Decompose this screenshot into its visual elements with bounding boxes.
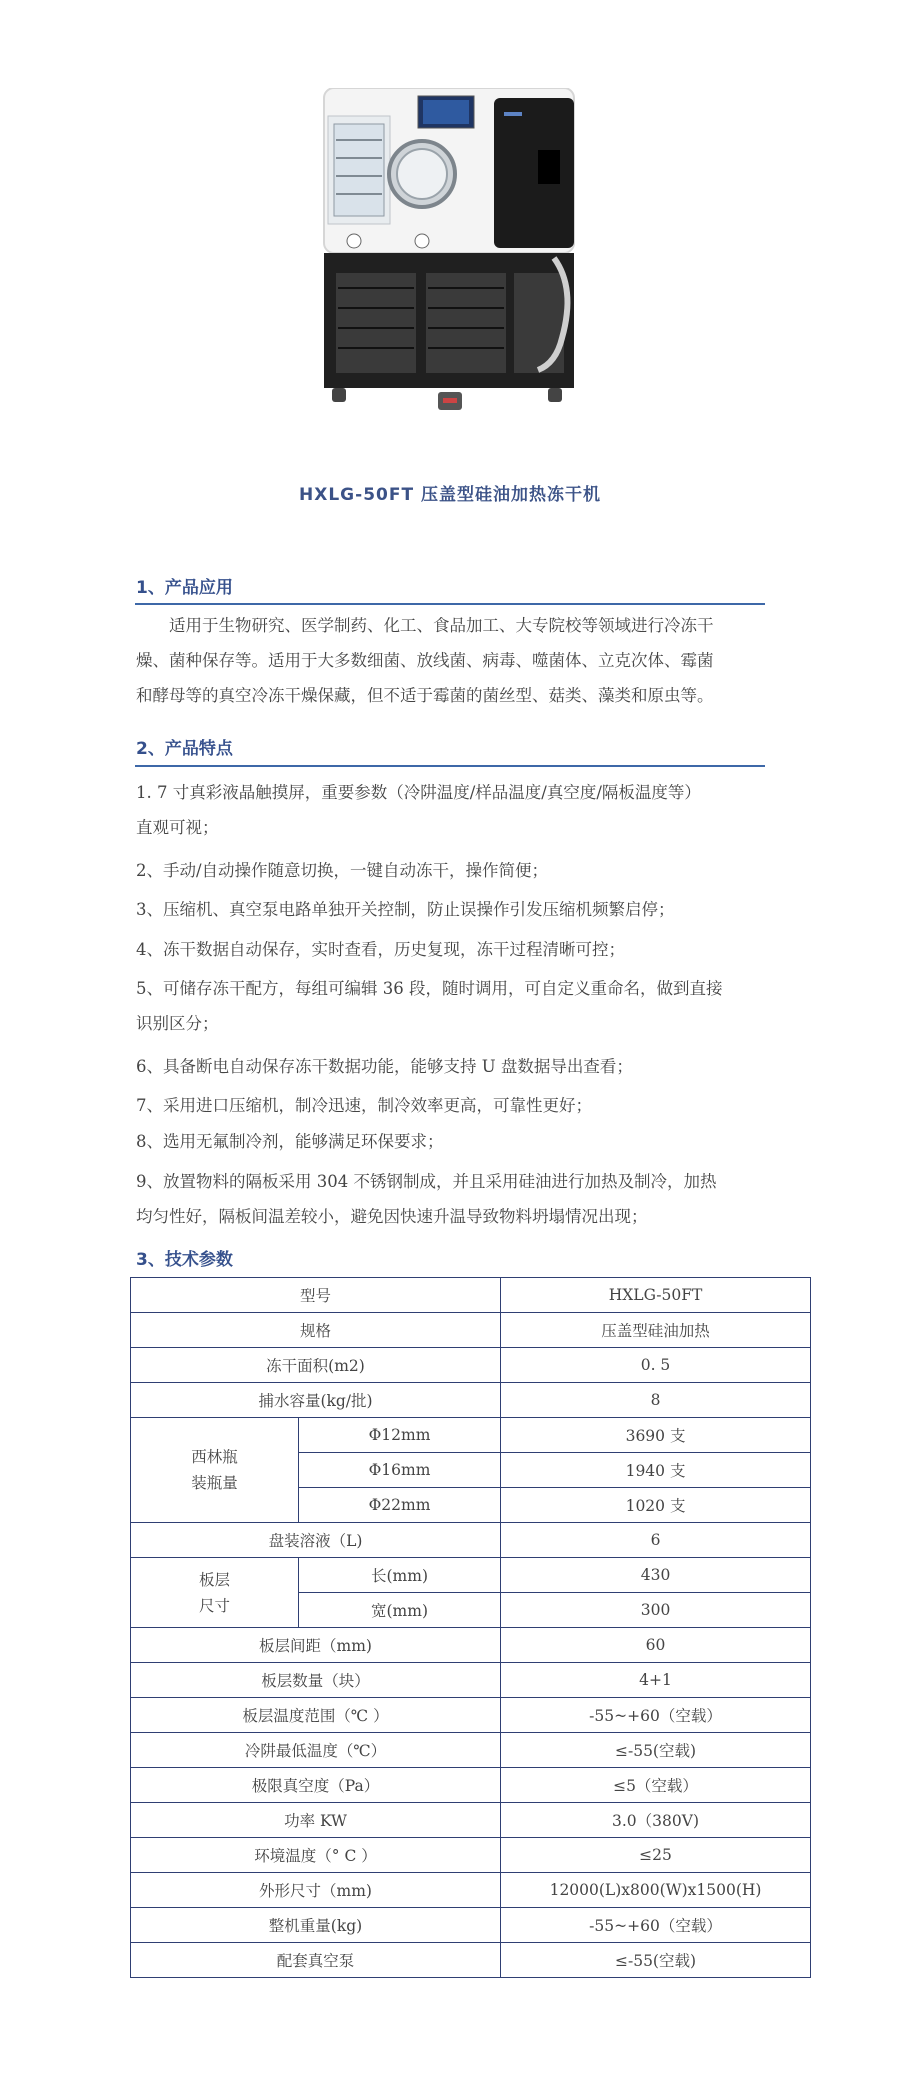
spec-value: ≤25: [501, 1838, 811, 1873]
table-row: [131, 1873, 811, 1908]
table-row: [131, 1348, 811, 1383]
vial-group-label: 西林瓶 装瓶量: [131, 1418, 299, 1523]
spec-sublabel: Φ22mm: [299, 1488, 501, 1523]
spec-value: 4+1: [501, 1663, 811, 1698]
feature-line: 识别区分；: [136, 1014, 219, 1033]
section-heading-features: 2、产品特点: [136, 739, 233, 759]
spec-sublabel: 长(mm): [299, 1558, 501, 1593]
application-line: 燥、菌种保存等。适用于大多数细菌、放线菌、病毒、噬菌体、立克次体、霉菌: [136, 651, 714, 670]
spec-value: 3690 支: [501, 1418, 811, 1453]
spec-value: 压盖型硅油加热: [501, 1313, 811, 1348]
section-divider: [135, 765, 765, 767]
spec-label: 冻干面积(m2): [131, 1348, 501, 1383]
table-row: [131, 1733, 811, 1768]
table-row: [131, 1383, 811, 1418]
spec-label: 配套真空泵: [131, 1943, 501, 1978]
table-row: [131, 1418, 811, 1453]
feature-line: 8、选用无氟制冷剂，能够满足环保要求；: [136, 1132, 444, 1151]
spec-value: ≤-55(空载): [501, 1943, 811, 1978]
spec-label: 功率 KW: [131, 1803, 501, 1838]
table-row: [131, 1698, 811, 1733]
feature-line: 7、采用进口压缩机，制冷迅速，制冷效率更高，可靠性更好；: [136, 1096, 592, 1115]
spec-value: 6: [501, 1523, 811, 1558]
spec-label: 捕水容量(kg/批): [131, 1383, 501, 1418]
table-row: [131, 1558, 811, 1593]
feature-line: 4、冻干数据自动保存，实时查看，历史复现，冻干过程清晰可控；: [136, 940, 625, 959]
section-heading-specs: 3、技术参数: [136, 1250, 233, 1270]
table-row: [131, 1523, 811, 1558]
table-row: [131, 1838, 811, 1873]
spec-value: HXLG-50FT: [501, 1278, 811, 1313]
product-caption: HXLG-50FT 压盖型硅油加热冻干机: [299, 485, 601, 505]
spec-value: 3.0（380V): [501, 1803, 811, 1838]
table-row: [131, 1803, 811, 1838]
table-row: [131, 1278, 811, 1313]
feature-line: 6、具备断电自动保存冻干数据功能，能够支持 U 盘数据导出查看；: [136, 1057, 633, 1076]
application-paragraph: [136, 608, 766, 713]
spec-sublabel: Φ12mm: [299, 1418, 501, 1453]
table-row: [131, 1663, 811, 1698]
spec-label: 外形尺寸（mm): [131, 1873, 501, 1908]
table-row: [131, 1908, 811, 1943]
spec-value: -55~+60（空载）: [501, 1908, 811, 1943]
spec-label: 型号: [131, 1278, 501, 1313]
feature-line: 直观可视；: [136, 818, 219, 837]
feature-line: 均匀性好，隔板间温差较小，避免因快速升温导致物料坍塌情况出现；: [136, 1207, 648, 1226]
table-row: [131, 1313, 811, 1348]
spec-value: 12000(L)x800(W)x1500(H): [501, 1873, 811, 1908]
spec-sublabel: Φ16mm: [299, 1453, 501, 1488]
spec-label: 盘装溶液（L): [131, 1523, 501, 1558]
feature-line: 2、手动/自动操作随意切换，一键自动冻干，操作简便；: [136, 861, 549, 880]
section-divider: [135, 603, 765, 605]
shelf-group-label: 板层 尺寸: [131, 1558, 299, 1628]
spec-sublabel: 宽(mm): [299, 1593, 501, 1628]
spec-label: 板层数量（块）: [131, 1663, 501, 1698]
section-heading-application: 1、产品应用: [136, 578, 233, 598]
spec-label: 板层温度范围（℃ ）: [131, 1698, 501, 1733]
table-row: [131, 1943, 811, 1978]
spec-label: 极限真空度（Pa）: [131, 1768, 501, 1803]
feature-line: 9、放置物料的隔板采用 304 不锈钢制成，并且采用硅油进行加热及制冷，加热: [136, 1172, 717, 1191]
table-row: [131, 1628, 811, 1663]
spec-value: 430: [501, 1558, 811, 1593]
spec-value: 8: [501, 1383, 811, 1418]
product-photo: [318, 88, 580, 418]
spec-value: -55~+60（空载）: [501, 1698, 811, 1733]
table-row: [131, 1768, 811, 1803]
spec-value: 1940 支: [501, 1453, 811, 1488]
spec-value: 0. 5: [501, 1348, 811, 1383]
spec-value: ≤-55(空载): [501, 1733, 811, 1768]
spec-value: ≤5（空载）: [501, 1768, 811, 1803]
spec-label: 规格: [131, 1313, 501, 1348]
spec-value: 1020 支: [501, 1488, 811, 1523]
spec-label: 冷阱最低温度（℃）: [131, 1733, 501, 1768]
spec-table: [130, 1277, 811, 1978]
application-line: 适用于生物研究、医学制药、化工、食品加工、大专院校等领域进行冷冻干: [169, 616, 714, 635]
feature-line: 1. 7 寸真彩液晶触摸屏，重要参数（冷阱温度/样品温度/真空度/隔板温度等）: [136, 783, 701, 802]
spec-value: 60: [501, 1628, 811, 1663]
application-line: 和酵母等的真空冷冻干燥保藏，但不适于霉菌的菌丝型、菇类、藻类和原虫等。: [136, 686, 714, 705]
feature-line: 5、可储存冻干配方，每组可编辑 36 段，随时调用，可自定义重命名，做到直接: [136, 979, 723, 998]
spec-label: 环境温度（° C ）: [131, 1838, 501, 1873]
spec-label: 板层间距（mm): [131, 1628, 501, 1663]
spec-label: 整机重量(kg): [131, 1908, 501, 1943]
feature-line: 3、压缩机、真空泵电路单独开关控制，防止误操作引发压缩机频繁启停；: [136, 900, 675, 919]
spec-value: 300: [501, 1593, 811, 1628]
